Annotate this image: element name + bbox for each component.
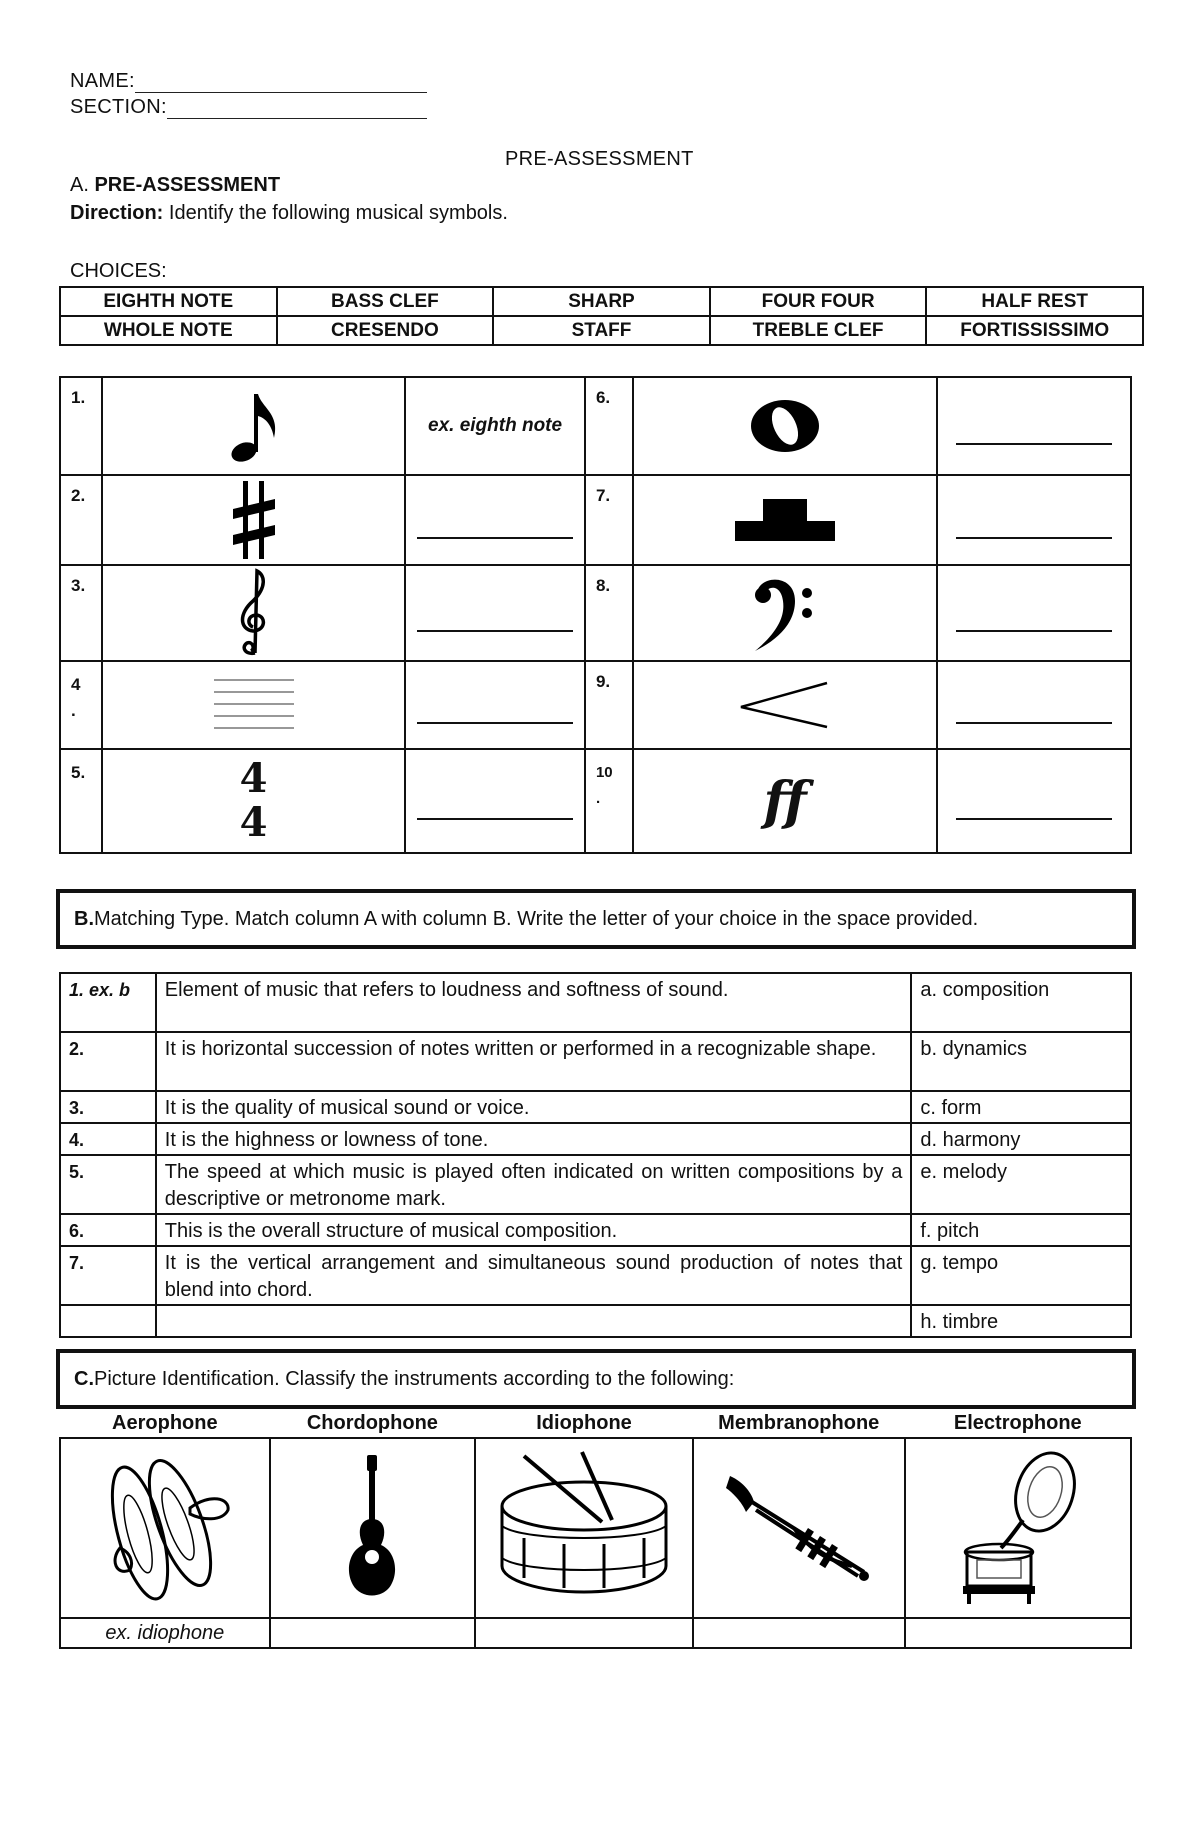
matching-table: [59, 972, 1132, 1338]
gramophone-icon: [953, 1448, 1083, 1608]
category-header: Electrophone: [953, 1412, 1082, 1434]
picture-cell: [905, 1438, 1131, 1618]
match-question: It is the quality of musical sound or voice.: [156, 1091, 912, 1123]
answer-cell[interactable]: [937, 661, 1131, 749]
category-header: Aerophone: [112, 1412, 218, 1434]
match-choice: e. melody: [911, 1155, 1131, 1214]
symbol-picture: [102, 377, 405, 475]
trumpet-icon: [724, 1468, 874, 1588]
answer-cell[interactable]: [937, 475, 1131, 565]
match-question: Element of music that refers to loudness and softness of sound.: [156, 973, 912, 1032]
match-choice: g. tempo: [911, 1246, 1131, 1305]
name-line: NAME:: [70, 70, 427, 93]
item-number: 1.: [60, 377, 102, 475]
match-choice: a. composition: [911, 973, 1131, 1032]
answer-blank: [956, 443, 1112, 445]
answer-cell[interactable]: [475, 1618, 693, 1648]
symbol-row: [60, 661, 1131, 749]
four-four-icon: 4 4: [239, 755, 268, 846]
table-row: [60, 1123, 1131, 1155]
item-number: 8.: [585, 565, 633, 661]
example-answer: ex. eighth note: [428, 415, 563, 436]
table-row: [60, 1091, 1131, 1123]
table-row: [60, 1246, 1131, 1305]
picture-cell: [475, 1438, 693, 1618]
match-number[interactable]: 1. ex. b: [60, 973, 156, 1032]
item-number: 4 .: [60, 661, 102, 749]
choice-cell: BASS CLEF: [277, 287, 494, 316]
choice-cell: WHOLE NOTE: [60, 316, 277, 345]
symbol-picture: [102, 661, 405, 749]
eighth-note-icon: [224, 386, 284, 466]
choice-cell: CRESENDO: [277, 316, 494, 345]
item-number: 10 .: [585, 749, 633, 853]
crescendo-icon: [735, 675, 835, 735]
answer-cell[interactable]: [937, 749, 1131, 853]
match-number[interactable]: 3.: [60, 1091, 156, 1123]
match-question: The speed at which music is played often indicated on written compositions by a descriptive or metronome mark.: [156, 1155, 912, 1214]
choices-row: [60, 287, 1143, 316]
bass-clef-icon: [749, 571, 821, 655]
section-line: SECTION:: [70, 96, 427, 119]
picture-cell: [270, 1438, 476, 1618]
choice-cell: SHARP: [493, 287, 710, 316]
item-number: 2.: [60, 475, 102, 565]
symbol-row: [60, 475, 1131, 565]
choices-row: [60, 316, 1143, 345]
center-title: PRE-ASSESSMENT: [505, 148, 694, 170]
answer-blank: [417, 722, 573, 724]
answer-cell[interactable]: [405, 565, 585, 661]
answer-cell[interactable]: [270, 1618, 476, 1648]
half-rest-icon: [733, 495, 837, 545]
category-header: Idiophone: [536, 1412, 632, 1434]
part-c-header: C. Picture Identification. Classify the instruments according to the following:: [56, 1349, 1136, 1409]
category-header: Membranophone: [718, 1412, 880, 1434]
symbol-picture: [102, 475, 405, 565]
choice-cell: EIGHTH NOTE: [60, 287, 277, 316]
match-number[interactable]: 2.: [60, 1032, 156, 1091]
item-number: 3.: [60, 565, 102, 661]
match-question: This is the overall structure of musical composition.: [156, 1214, 912, 1246]
sharp-icon: [229, 479, 279, 561]
whole-note-icon: [745, 396, 825, 456]
symbol-picture: [633, 565, 937, 661]
match-question: It is the vertical arrangement and simultaneous sound production of notes that blend into chord.: [156, 1246, 912, 1305]
answer-blank: [417, 630, 573, 632]
answer-blank: [956, 818, 1112, 820]
answer-cell[interactable]: [405, 749, 585, 853]
match-question: It is the highness or lowness of tone.: [156, 1123, 912, 1155]
match-number[interactable]: 7.: [60, 1246, 156, 1305]
symbol-picture: [102, 565, 405, 661]
section-field[interactable]: [167, 118, 427, 119]
choices-table: [59, 286, 1144, 346]
answer-blank: [417, 537, 573, 539]
symbol-row: [60, 377, 1131, 475]
symbol-picture: [633, 377, 937, 475]
choices-label: CHOICES:: [70, 260, 167, 282]
choice-cell: HALF REST: [926, 287, 1143, 316]
symbol-picture: [633, 475, 937, 565]
answer-row: [60, 1618, 1131, 1648]
match-choice: c. form: [911, 1091, 1131, 1123]
choice-cell: FORTISSISSIMO: [926, 316, 1143, 345]
treble-clef-icon: [229, 567, 279, 659]
picture-row: [60, 1438, 1131, 1618]
answer-cell[interactable]: ex. idiophone: [60, 1618, 270, 1648]
staff-icon: [214, 670, 294, 740]
snare-drum-icon: [494, 1448, 674, 1608]
match-number[interactable]: [60, 1305, 156, 1337]
table-row: [60, 1305, 1131, 1337]
symbols-table: [59, 376, 1132, 854]
choice-cell: TREBLE CLEF: [710, 316, 927, 345]
symbol-row: [60, 565, 1131, 661]
fortissimo-icon: ff: [763, 770, 807, 832]
answer-cell[interactable]: [405, 377, 585, 475]
answer-cell[interactable]: [905, 1618, 1131, 1648]
answer-cell[interactable]: [937, 565, 1131, 661]
match-question: It is horizontal succession of notes written or performed in a recognizable shape.: [156, 1032, 912, 1091]
category-header: Chordophone: [306, 1412, 438, 1434]
name-field[interactable]: [135, 92, 427, 93]
choice-cell: STAFF: [493, 316, 710, 345]
part-b-header: B. Matching Type. Match column A with column B. Write the letter of your choice in the space provided.: [56, 889, 1136, 949]
picture-cell: [693, 1438, 905, 1618]
answer-blank: [956, 537, 1112, 539]
table-row: [60, 1155, 1131, 1214]
item-number: 9.: [585, 661, 633, 749]
answer-cell[interactable]: [405, 475, 585, 565]
symbol-picture: [633, 661, 937, 749]
match-number[interactable]: 4.: [60, 1123, 156, 1155]
table-row: [60, 1214, 1131, 1246]
symbol-row: [60, 749, 1131, 853]
match-choice: d. harmony: [911, 1123, 1131, 1155]
answer-blank: [417, 818, 573, 820]
match-number[interactable]: 5.: [60, 1155, 156, 1214]
symbol-picture: [102, 749, 405, 853]
match-choice: f. pitch: [911, 1214, 1131, 1246]
match-choice: h. timbre: [911, 1305, 1131, 1337]
cymbals-icon: [90, 1448, 240, 1608]
direction: Direction: Identify the following musical symbols.: [70, 202, 508, 224]
match-choice: b. dynamics: [911, 1032, 1131, 1091]
part-a-title: A. PRE-ASSESSMENT: [70, 174, 281, 196]
choice-cell: FOUR FOUR: [710, 287, 927, 316]
table-row: [60, 973, 1131, 1032]
table-row: [60, 1032, 1131, 1091]
answer-cell[interactable]: [693, 1618, 905, 1648]
symbol-picture: [633, 749, 937, 853]
answer-blank: [956, 630, 1112, 632]
guitar-icon: [337, 1453, 407, 1603]
answer-cell[interactable]: [937, 377, 1131, 475]
answer-cell[interactable]: [405, 661, 585, 749]
match-question: [156, 1305, 912, 1337]
answer-blank: [956, 722, 1112, 724]
instrument-table: [59, 1412, 1132, 1649]
match-number[interactable]: 6.: [60, 1214, 156, 1246]
item-number: 7.: [585, 475, 633, 565]
item-number: 6.: [585, 377, 633, 475]
picture-cell: [60, 1438, 270, 1618]
item-number: 5.: [60, 749, 102, 853]
category-header-row: [60, 1412, 1131, 1438]
